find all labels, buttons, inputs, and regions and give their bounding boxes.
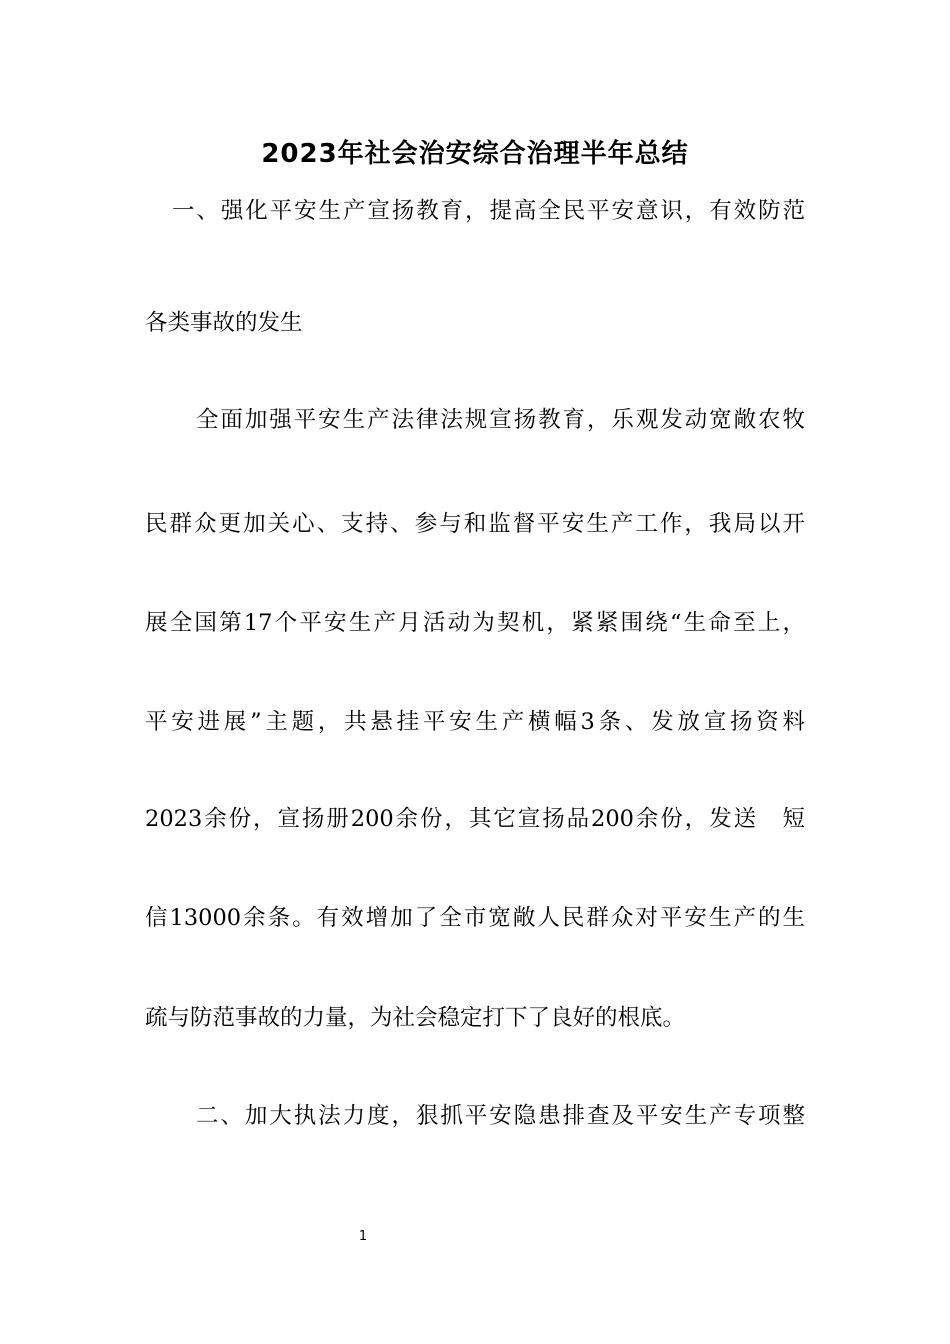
paragraph-line-heading-2: 二、加大执法力度，狠抓平安隐患排查及平安生产专项整 xyxy=(196,1103,805,1129)
paragraph-line: 平安进展”主题，共悬挂平安生产横幅3条、发放宣扬资料 xyxy=(145,709,805,735)
paragraph-line-heading-1: 一、强化平安生产宣扬教育，提高全民平安意识，有效防范 xyxy=(172,198,805,224)
document-title: 2023年社会治安综合治理半年总结 xyxy=(261,139,689,169)
page-number: 1 xyxy=(358,1229,368,1244)
paragraph-line: 民群众更加关心、支持、参与和监督平安生产工作，我局以开 xyxy=(145,511,805,537)
paragraph-line: 2023余份，宣扬册200余份，其它宣扬品200余份，发送 短 xyxy=(145,806,805,832)
paragraph-line: 信13000余条。有效增加了全市宽敞人民群众对平安生产的生 xyxy=(145,905,805,931)
paragraph-line: 全面加强平安生产法律法规宣扬教育，乐观发动宽敞农牧 xyxy=(196,407,805,433)
paragraph-line: 疏与防范事故的力量，为社会稳定打下了良好的根底。 xyxy=(145,1005,686,1031)
paragraph-line: 展全国第17个平安生产月活动为契机，紧紧围绕“生命至上， xyxy=(145,610,805,636)
paragraph-line-heading-1-cont: 各类事故的发生 xyxy=(145,310,303,336)
